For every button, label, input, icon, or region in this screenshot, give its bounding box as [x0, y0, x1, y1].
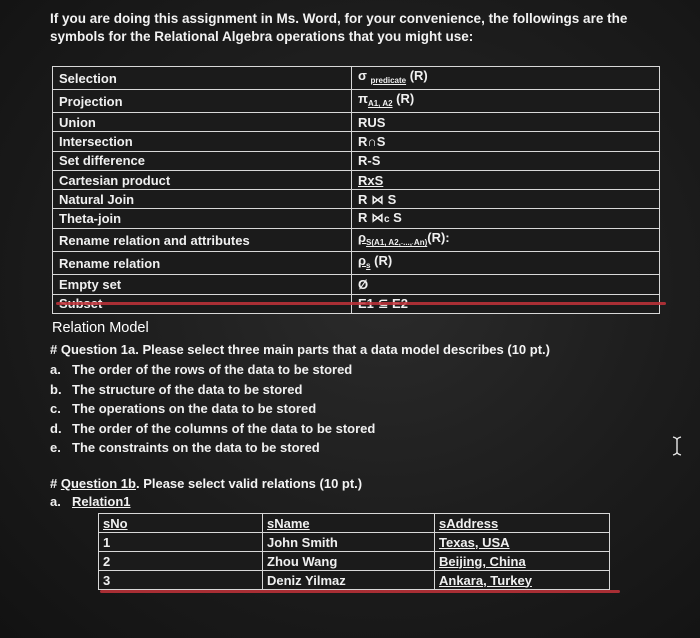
table-row: [53, 275, 660, 294]
column-header: sAddress: [435, 514, 610, 533]
table-row: [53, 67, 660, 90]
table-cell: Texas, USA: [435, 533, 610, 552]
table-row: [53, 209, 660, 229]
question-1a-options: [50, 360, 375, 458]
table-row: [53, 132, 660, 151]
op-name: Natural Join: [53, 190, 352, 209]
table-cell: 1: [99, 533, 263, 552]
op-name: Empty set: [53, 275, 352, 294]
question-1b-prompt: [50, 476, 362, 491]
op-symbol: $\pi_{A1, A2}$ (R): [352, 90, 660, 113]
table-cell: 3: [99, 571, 263, 590]
table-row: [53, 229, 660, 252]
table-row: [53, 170, 660, 189]
question-1b-hash: #: [50, 476, 61, 491]
table-header-row: [99, 514, 610, 533]
op-symbol: RxS: [352, 170, 660, 189]
op-name: Union: [53, 113, 352, 132]
answer-option-d[interactable]: [50, 419, 375, 439]
intro-paragraph: [50, 10, 650, 46]
op-symbol: R∩S: [352, 132, 660, 151]
op-name: Selection: [53, 67, 352, 90]
relation-1-table: [98, 513, 610, 590]
question-1a-number: # Question 1a.: [50, 342, 139, 357]
answer-option-c[interactable]: [50, 399, 375, 419]
op-name: Projection: [53, 90, 352, 113]
text-cursor-icon: [672, 436, 682, 456]
question-1b-text: . Please select valid relations (10 pt.): [135, 476, 363, 491]
column-header: sName: [263, 514, 435, 533]
table-row: [53, 252, 660, 275]
spellcheck-underline: [100, 590, 620, 593]
option-text: The order of the columns of the data to be stored: [72, 420, 376, 436]
option-letter: e.: [50, 440, 61, 455]
table-row: [99, 552, 610, 571]
table-cell: Zhou Wang: [263, 552, 435, 571]
table-cell: Ankara, Turkey: [435, 571, 610, 590]
option-letter: c.: [50, 401, 61, 416]
intro-line-2: symbols for the Relational Algebra operations that you might use:: [50, 29, 474, 44]
table-cell: Deniz Yilmaz: [263, 571, 435, 590]
answer-option-b[interactable]: [50, 380, 375, 400]
option-text: The order of the rows of the data to be stored: [72, 362, 353, 377]
op-name: Rename relation and attributes: [53, 229, 352, 252]
op-symbol: R ⋈ S: [352, 190, 660, 209]
answer-option-a[interactable]: [50, 360, 375, 380]
question-1a-points: describes (10 pt.): [439, 342, 550, 357]
question-1a-keyword: data model: [370, 342, 440, 357]
option-text: The constraints on the data to be stored: [72, 440, 320, 455]
op-name: Set difference: [53, 151, 352, 170]
question-1a-prompt: [50, 342, 550, 357]
option-letter: d.: [50, 420, 62, 436]
option-letter: b.: [50, 381, 62, 397]
table-row: [53, 151, 660, 170]
symbols-table: [52, 66, 660, 314]
op-symbol: R-S: [352, 151, 660, 170]
table-cell: 2: [99, 552, 263, 571]
table-row: [53, 190, 660, 209]
op-symbol: Ø: [352, 275, 660, 294]
section-heading: Relation Model: [52, 320, 149, 336]
relation-letter: a.: [50, 494, 61, 509]
op-symbol: $\rho_s$ (R): [352, 252, 660, 275]
table-cell: John Smith: [263, 533, 435, 552]
answer-option-e[interactable]: [50, 438, 375, 458]
option-text: The structure of the data to be stored: [72, 381, 303, 397]
op-symbol: RUS: [352, 113, 660, 132]
table-row: [99, 533, 610, 552]
op-symbol: σ $_{predicate}$ (R): [352, 67, 660, 90]
option-letter: a.: [50, 362, 61, 377]
op-symbol: R ⋈c S: [352, 209, 660, 229]
spellcheck-underline: [56, 302, 666, 305]
option-text: The operations on the data to be stored: [72, 401, 317, 416]
op-name: Cartesian product: [53, 170, 352, 189]
question-1a-text: Please select three main parts that a: [138, 342, 371, 357]
column-header: sNo: [99, 514, 263, 533]
table-row: [99, 571, 610, 590]
table-cell: Beijing, China: [435, 552, 610, 571]
table-row: [53, 90, 660, 113]
relation-1-label: [50, 494, 131, 509]
op-name: Rename relation: [53, 252, 352, 275]
intro-line-1: If you are doing this assignment in Ms. Word, for your convenience, the followings are the: [50, 11, 628, 26]
op-name: Intersection: [53, 132, 352, 151]
relation-name: Relation1: [72, 494, 131, 509]
op-symbol: $\rho_{S(A1, A2, ..., An)}(R)$:: [352, 229, 660, 252]
question-1b-label: Question 1b: [60, 476, 136, 491]
table-row: [53, 113, 660, 132]
op-name: Theta-join: [53, 209, 352, 229]
